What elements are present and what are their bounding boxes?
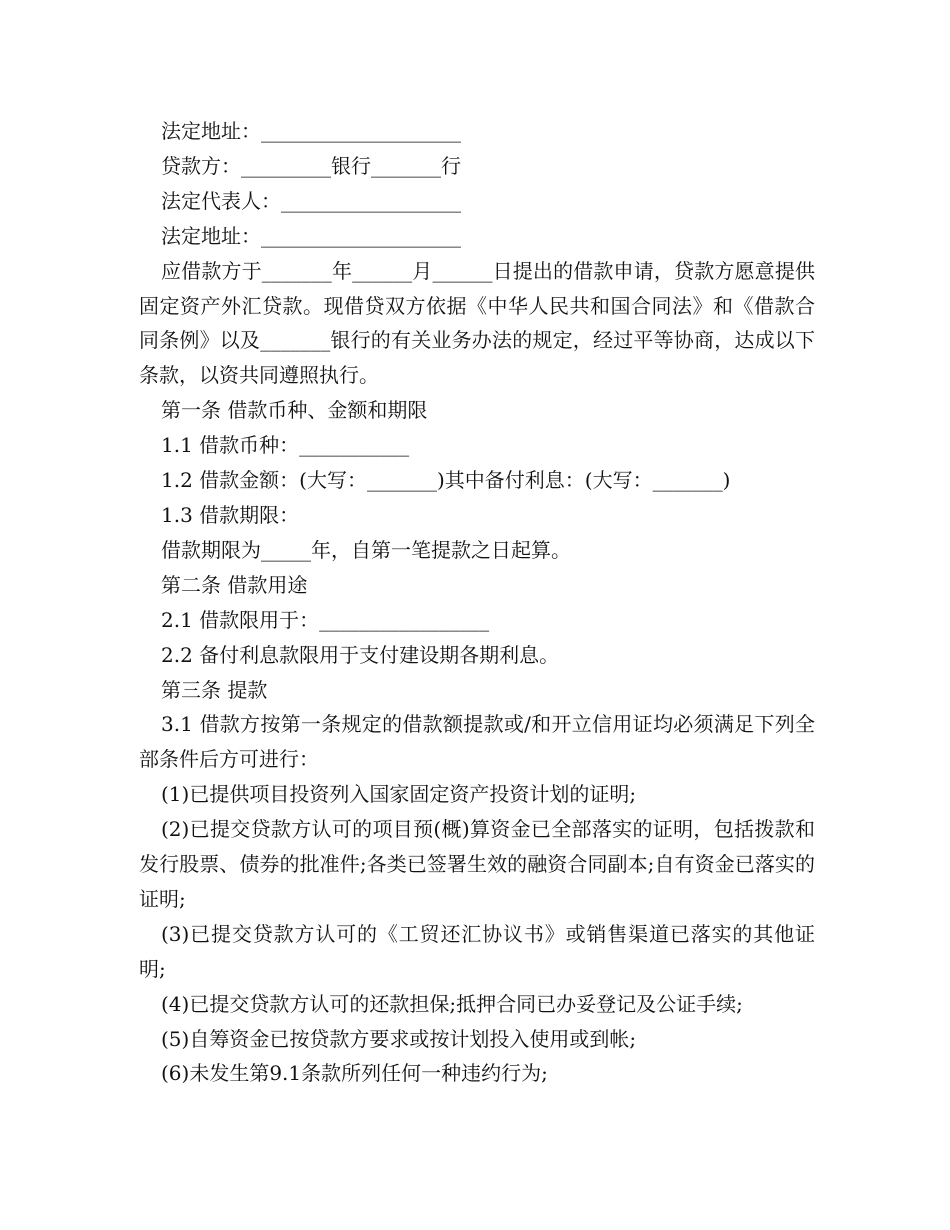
lender-address-line: 法定地址：____________________ [161, 223, 461, 248]
article-3-heading: 第三条 提款 [161, 677, 268, 702]
condition-4: (4)已提交贷款方认可的还款担保;抵押合同已办妥登记及公证手续; [161, 991, 743, 1016]
condition-5: (5)自筹资金已按贷款方要求或按计划投入使用或到帐; [161, 1026, 637, 1051]
lender-legal-representative-line: 法定代表人：__________________ [161, 188, 461, 213]
preamble-paragraph: 应借款方于_______年______月______日提出的借款申请，贷款方愿意提供固定资产外汇贷款。现借贷双方依据《中华人民共和国合同法》和《借款合同条例》以及_______银行的有关业务办法的规定，经过平等协商，达成以下条款，以资共同遵照执行。 [139, 258, 815, 388]
condition-3: (3)已提交贷款方认可的《工贸还汇协议书》或销售渠道已落实的其他证明; [139, 921, 815, 981]
condition-2: (2)已提交贷款方认可的项目预(概)算资金已全部落实的证明，包括拨款和发行股票、债券的批准件;各类已签署生效的融资合同副本;自有资金已落实的证明; [139, 817, 815, 911]
clause-1-1: 1.1 借款币种：___________ [161, 433, 410, 458]
clause-1-3: 1.3 借款期限： [161, 502, 300, 527]
document-body [139, 114, 815, 1091]
article-2-heading: 第二条 借款用途 [161, 572, 308, 597]
article-1-heading: 第一条 借款币种、金额和期限 [161, 398, 428, 423]
condition-6: (6)未发生第9.1条款所列任何一种违约行为; [161, 1061, 548, 1086]
clause-2-1: 2.1 借款限用于：_________________ [161, 607, 490, 632]
lender-legal-address-line: 法定地址：____________________ [161, 119, 461, 143]
clause-3-1: 3.1 借款方按第一条规定的借款额提款或/和开立信用证均必须满足下列全部条件后方可进行： [139, 712, 815, 772]
clause-2-2: 2.2 备付利息款限用于支付建设期各期利息。 [161, 642, 560, 667]
loan-term-line: 借款期限为_____年，自第一笔提款之日起算。 [161, 537, 571, 562]
lender-name-line: 贷款方：_________银行_______行 [161, 153, 461, 178]
condition-1: (1)已提供项目投资列入国家固定资产投资计划的证明; [161, 782, 637, 807]
clause-1-2: 1.2 借款金额：(大写：_______)其中备付利息：(大写：_______) [161, 468, 731, 493]
